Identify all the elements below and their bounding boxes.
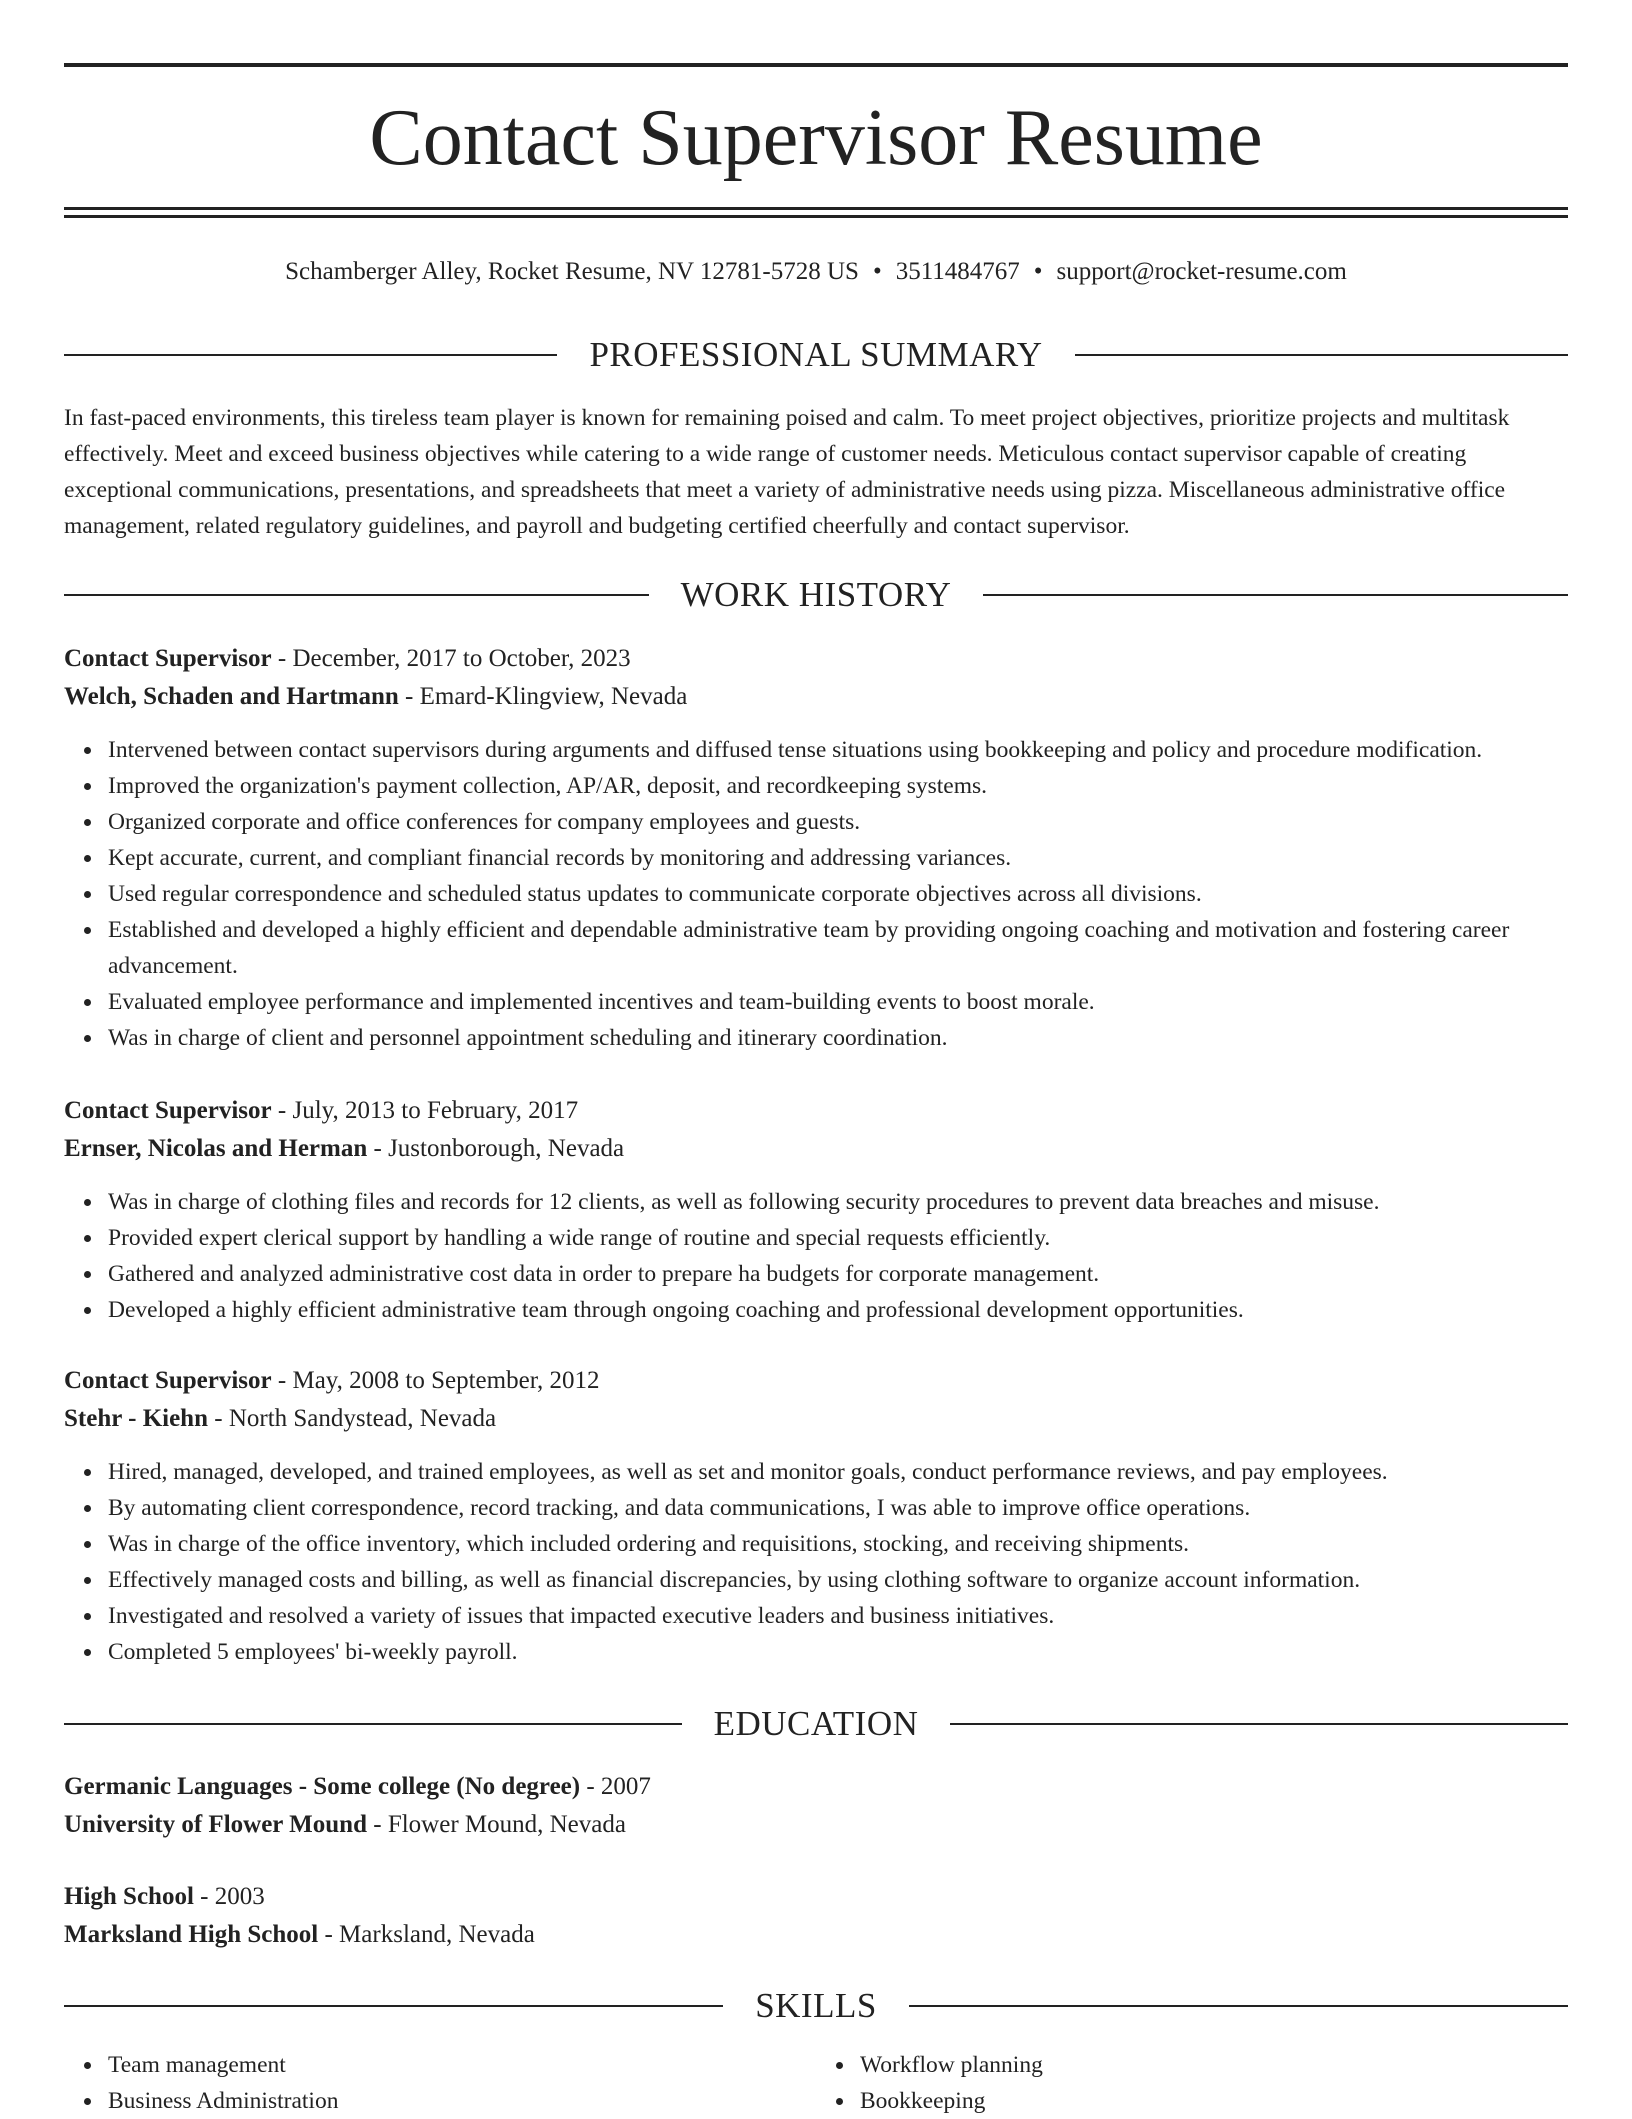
job-duties xyxy=(64,1184,1568,1328)
education-degree-line xyxy=(64,1878,1568,1916)
education-school: University of Flower Mound xyxy=(64,1811,367,1838)
section-heading-skills xyxy=(64,1984,1568,2028)
job-company-line xyxy=(64,678,1568,716)
job-company: Ernser, Nicolas and Herman xyxy=(64,1135,368,1162)
education-school: Marksland High School xyxy=(64,1921,319,1948)
skill-item: Team management xyxy=(108,2047,816,2083)
section-heading-work-history xyxy=(64,573,1568,617)
list-item: By automating client correspondence, record tracking, and data communications, I was able to improve office operations. xyxy=(108,1490,1568,1526)
skills-column-right xyxy=(816,2047,1568,2119)
job-title: Contact Supervisor xyxy=(64,1367,272,1394)
education-year: - 2003 xyxy=(193,1883,265,1910)
job-company-line xyxy=(64,1400,1568,1438)
header-bottom-rule xyxy=(64,207,1568,210)
education-degree-line xyxy=(64,1768,1568,1806)
education-entry xyxy=(64,1768,1568,1844)
contact-email: support@rocket-resume.com xyxy=(1056,258,1347,285)
list-item: Was in charge of clothing files and records for 12 clients, as well as following security procedures to prevent data breaches and misuse. xyxy=(108,1184,1568,1220)
job-location: - Emard-Klingview, Nevada xyxy=(398,683,688,710)
list-item: Intervened between contact supervisors during arguments and diffused tense situations using bookkeeping and policy and procedure modification. xyxy=(108,732,1568,768)
job-entry xyxy=(64,640,1568,1056)
skills-column-left xyxy=(64,2047,816,2119)
job-location: - Justonborough, Nevada xyxy=(367,1135,625,1162)
list-item: Effectively managed costs and billing, as well as financial discrepancies, by using clothing software to organize account information. xyxy=(108,1562,1568,1598)
education-location: - Flower Mound, Nevada xyxy=(367,1811,626,1838)
list-item: Was in charge of the office inventory, which included ordering and requisitions, stocking, and receiving shipments. xyxy=(108,1526,1568,1562)
list-item: Provided expert clerical support by handling a wide range of routine and special requests efficiently. xyxy=(108,1220,1568,1256)
list-item: Gathered and analyzed administrative cost data in order to prepare ha budgets for corporate management. xyxy=(108,1256,1568,1292)
section-title: SKILLS xyxy=(755,1986,877,2025)
list-item: Used regular correspondence and scheduled status updates to communicate corporate objectives across all divisions. xyxy=(108,876,1568,912)
education-school-line xyxy=(64,1806,1568,1844)
resume-title: Contact Supervisor Resume xyxy=(369,94,1263,182)
job-title-line xyxy=(64,640,1568,678)
job-duties xyxy=(64,1454,1568,1670)
divider xyxy=(1075,354,1568,356)
contact-address: Schamberger Alley, Rocket Resume, NV 12781-5728 US xyxy=(285,258,859,285)
divider xyxy=(909,2005,1568,2007)
list-item: Was in charge of client and personnel appointment scheduling and itinerary coordination. xyxy=(108,1020,1568,1056)
section-title: WORK HISTORY xyxy=(680,575,952,614)
job-company: Stehr - Kiehn xyxy=(64,1405,208,1432)
list-item: Kept accurate, current, and compliant financial records by monitoring and addressing variances. xyxy=(108,840,1568,876)
contact-phone: 3511484767 xyxy=(895,258,1020,285)
contact-separator: • xyxy=(872,258,882,285)
skill-item: Bookkeeping xyxy=(860,2083,1568,2119)
job-title: Contact Supervisor xyxy=(64,1097,272,1124)
job-company: Welch, Schaden and Hartmann xyxy=(64,683,399,710)
contact-line xyxy=(64,255,1568,289)
list-item: Evaluated employee performance and implemented incentives and team-building events to boost morale. xyxy=(108,984,1568,1020)
divider xyxy=(983,594,1568,596)
education-year: - 2007 xyxy=(580,1773,651,1800)
education-school-line xyxy=(64,1916,1568,1954)
skill-item: Workflow planning xyxy=(860,2047,1568,2083)
job-duties xyxy=(64,732,1568,1056)
job-company-line xyxy=(64,1130,1568,1168)
job-title: Contact Supervisor xyxy=(64,645,272,672)
list-item: Established and developed a highly efficient and dependable administrative team by providing ongoing coaching and motivation and fostering career advancement. xyxy=(108,912,1568,984)
divider xyxy=(950,1723,1568,1725)
section-title: PROFESSIONAL SUMMARY xyxy=(589,335,1043,374)
job-title-line xyxy=(64,1362,1568,1400)
list-item: Investigated and resolved a variety of issues that impacted executive leaders and business initiatives. xyxy=(108,1598,1568,1634)
skill-item: Business Administration xyxy=(108,2083,816,2119)
job-dates: - December, 2017 to October, 2023 xyxy=(271,645,631,672)
list-item: Improved the organization's payment collection, AP/AR, deposit, and recordkeeping systems. xyxy=(108,768,1568,804)
list-item: Organized corporate and office conferences for company employees and guests. xyxy=(108,804,1568,840)
job-entry xyxy=(64,1092,1568,1328)
education-degree: High School xyxy=(64,1883,194,1910)
contact-separator: • xyxy=(1033,258,1043,285)
list-item: Hired, managed, developed, and trained employees, as well as set and monitor goals, conduct performance reviews, and pay employees. xyxy=(108,1454,1568,1490)
job-dates: - July, 2013 to February, 2017 xyxy=(271,1097,579,1124)
job-dates: - May, 2008 to September, 2012 xyxy=(271,1367,600,1394)
job-entry xyxy=(64,1362,1568,1670)
section-heading-summary xyxy=(64,333,1568,377)
header-top-rule xyxy=(64,63,1568,67)
education-entry xyxy=(64,1878,1568,1954)
education-location: - Marksland, Nevada xyxy=(318,1921,535,1948)
summary-text: In fast-paced environments, this tireless team player is known for remaining poised and calm. To meet project objectives, prioritize projects and multitask effectively. Meet and exceed business objectives while catering to a wide range of customer needs. Meticulous contact supervisor capable of creating exceptional communications, presentations, and spreadsheets that meet a variety of administrative needs using pizza. Miscellaneous administrative office management, related regulatory guidelines, and payroll and budgeting certified cheerfully and contact supervisor. xyxy=(64,405,1510,539)
job-title-line xyxy=(64,1092,1568,1130)
section-heading-education xyxy=(64,1702,1568,1746)
education-degree: Germanic Languages - Some college (No degree) xyxy=(64,1773,581,1800)
skills-list xyxy=(64,2047,1568,2119)
section-title: EDUCATION xyxy=(713,1704,919,1743)
header-bottom-rule-double xyxy=(64,215,1568,218)
divider xyxy=(64,1723,682,1725)
divider xyxy=(64,2005,723,2007)
list-item: Developed a highly efficient administrative team through ongoing coaching and professional development opportunities. xyxy=(108,1292,1568,1328)
list-item: Completed 5 employees' bi-weekly payroll. xyxy=(108,1634,1568,1670)
divider xyxy=(64,354,557,356)
job-location: - North Sandystead, Nevada xyxy=(208,1405,497,1432)
divider xyxy=(64,594,649,596)
